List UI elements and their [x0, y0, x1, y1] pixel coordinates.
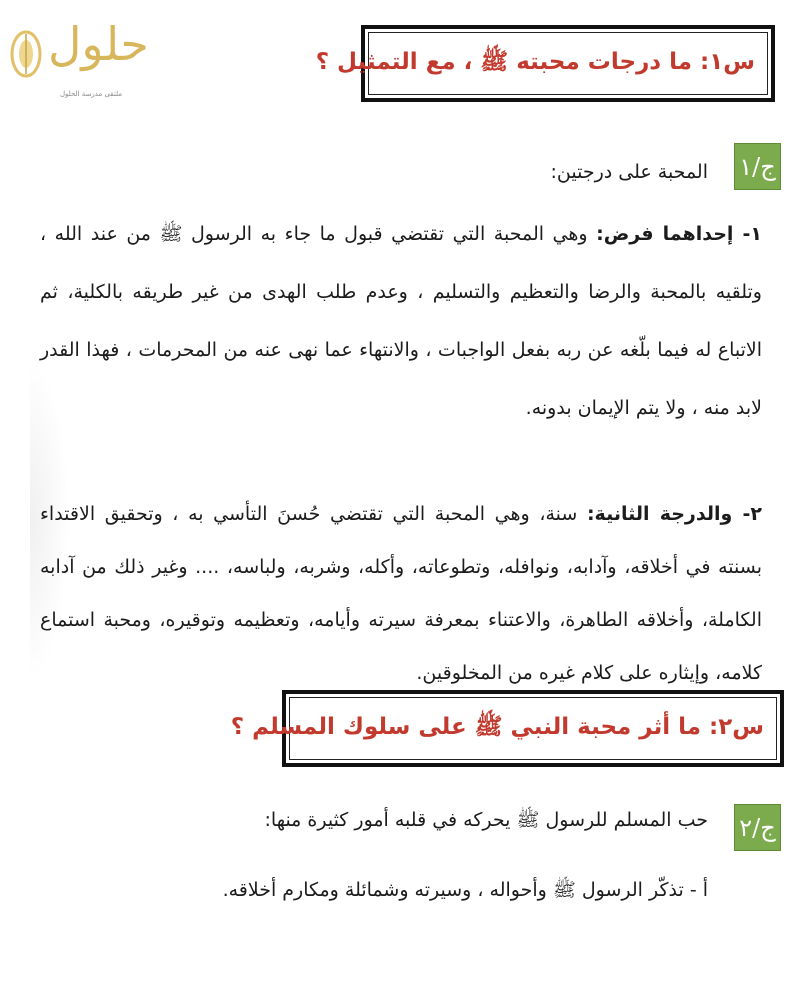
answer-1-item-2 [40, 488, 762, 700]
answer-1-item-1 [40, 205, 762, 437]
answer-2-item-a: أ - تذكّر الرسول ﷺ وأحواله ، وسيرته وشمائلة ومكارم أخلاقه. [222, 879, 708, 901]
item-1-text: وهي المحبة التي تقتضي قبول ما جاء به الرسول ﷺ من عند الله ، وتلقيه بالمحبة والرضا والتعظيم والتسليم ، وعدم طلب الهدى من غير طريقه بالكلية، ثم الاتباع له فيما بلّغه عن ربه بفعل الواجبات ، والانتهاء عما نهى عنه من المحرمات ، فهذا القدر لابد منه ، ولا يتم الإيمان بدونه. [40, 223, 762, 419]
question-2-title: س٢: ما أثر محبة النبي ﷺ على سلوك المسلم ؟ [230, 713, 764, 740]
logo-name: حلول [48, 17, 149, 71]
logo-emblem-icon [6, 24, 46, 84]
answer-1-badge: ج/١ [734, 143, 781, 190]
item-2-text: سنة، وهي المحبة التي تقتضي حُسنَ التأسي به ، وتحقيق الاقتداء بسنته في أخلاقه، وآدابه، ونوافله، وتطوعاته، وأكله، وشربه، ولباسه، .... وغير ذلك من آدابه الكاملة، وأخلاقه الطاهرة، والاعتناء بمعرفة سيرته وأيامه، وتعظيمه وتوقيره، ومحبة استماع كلامه، وإيثاره على كلام غيره من المخلوقين. [40, 503, 762, 684]
question-2-box [230, 690, 784, 767]
logo-subtitle: ملتقى مدرسة الحلول [59, 90, 123, 98]
answer-1-intro: المحبة على درجتين: [550, 161, 708, 183]
question-1-title: س١: ما درجات محبته ﷺ ، مع التمثيل ؟ [315, 48, 755, 75]
logo [4, 8, 149, 100]
answer-2-badge: ج/٢ [734, 804, 781, 851]
answer-2-intro: حب المسلم للرسول ﷺ يحركه في قلبه أمور كثيرة منها: [264, 809, 708, 831]
item-1-label: ١- إحداهما فرض: [596, 223, 763, 245]
item-2-label: ٢- والدرجة الثانية: [586, 503, 763, 525]
question-1-box [315, 25, 775, 102]
